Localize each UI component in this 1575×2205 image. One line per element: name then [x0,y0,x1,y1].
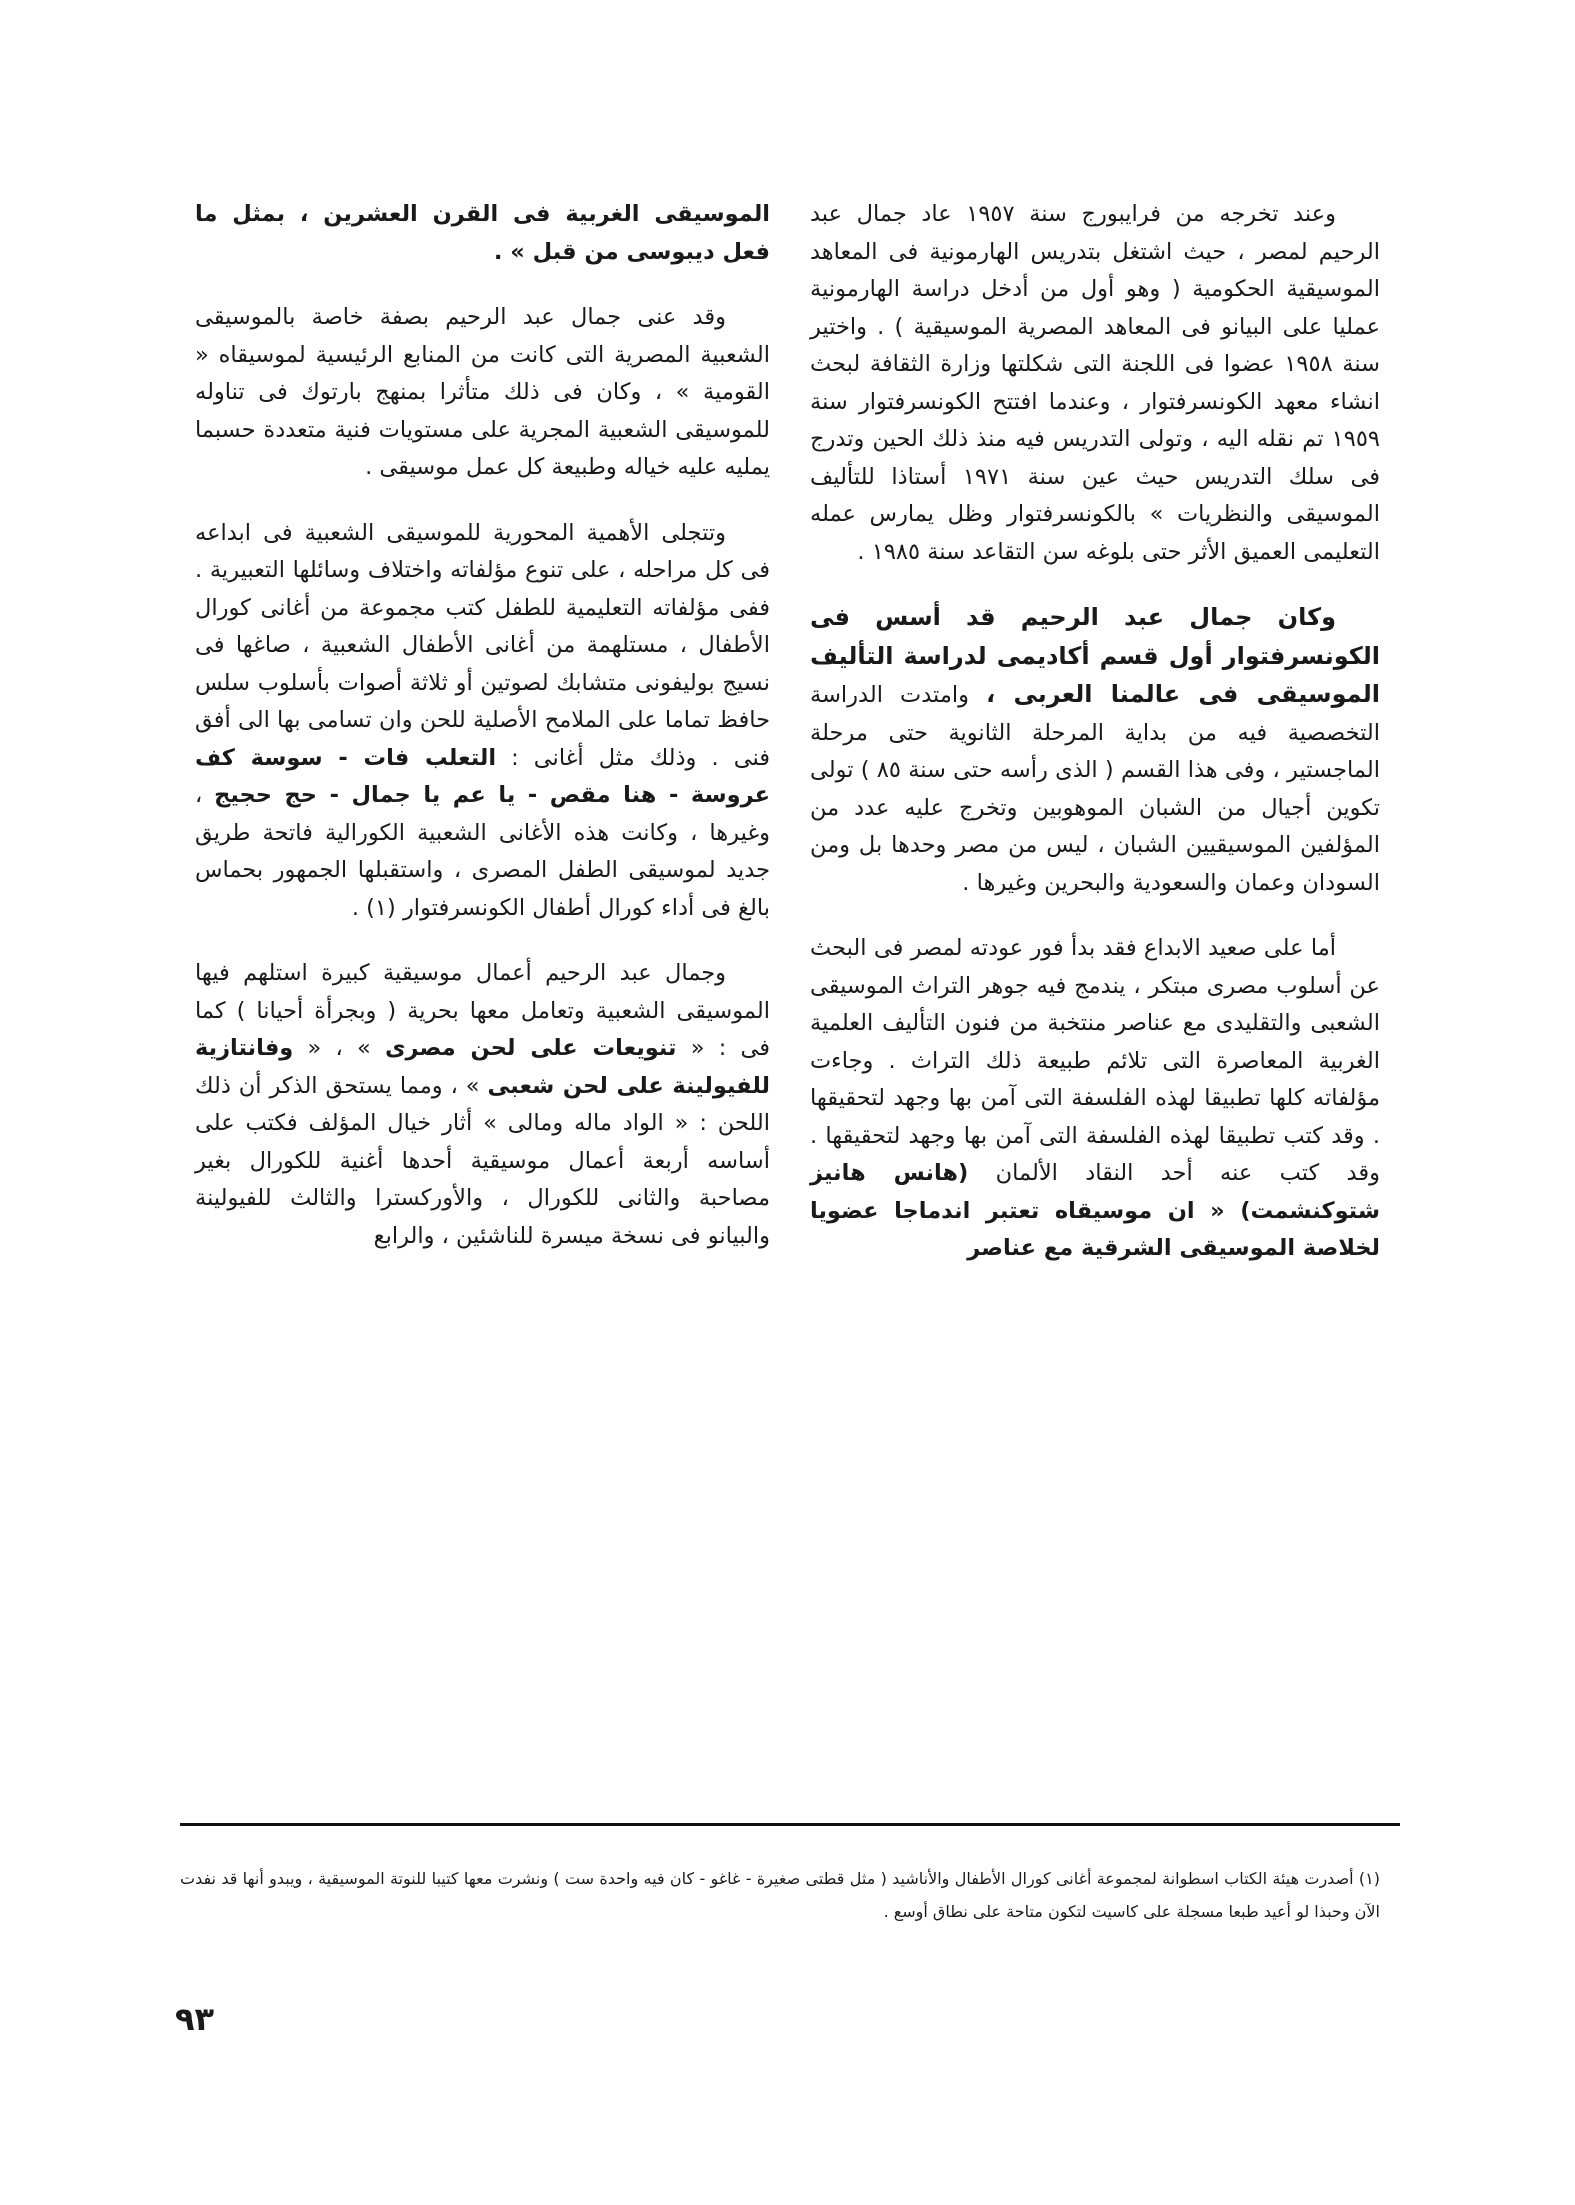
paragraph-composition-department [810,599,1380,902]
paragraph-text: وجمال عبد الرحيم أعمال موسيقية كبيرة استلهم فيها الموسيقى الشعبية وتعامل معها بحرية ( وبجرأة أحيانا ) كما فى : « [195,960,771,1061]
paragraph-continuation [195,196,770,271]
left-column [195,196,770,1255]
work-title-bold: وفانتازية للفيولينة على لحن شعبى [195,1035,770,1099]
footnote: (١) أصدرت هيئة الكتاب اسطوانة لمجموعة أغانى كورال الأطفال والأناشيد ( مثل قطتى صغيرة - غاغو - كان فيه واحدة ست ) ونشرت معها كتيبا للنوتة الموسيقية ، ويبدو أنها قد نفدت الآن وحبذا لو أعيد طبعا مسجلة على كاسيت لتكون متاحة على نطاق أوسع . [180,1869,1380,1921]
paragraph-lead-bold: وكان جمال عبد الرحيم قد أسس فى الكونسرفتوار أول قسم أكاديمى لدراسة التأليف الموسيقى فى عالمنا العربى ، [810,603,1380,708]
right-column [810,196,1380,1268]
work-title-bold: تنويعات على لحن مصرى [384,1035,677,1061]
paragraph-text: ، وغيرها ، وكانت هذه الأغانى الشعبية الكورالية فاتحة طريق جديد لموسيقى الطفل المصرى ، واستقبلها الجمهور بحماس بالغ فى أداء كورال أطفال الكونسرفتوار (١) . [195,782,770,921]
paragraph-text: وتتجلى الأهمية المحورية للموسيقى الشعبية فى ابداعه فى كل مراحله ، على تنوع مؤلفاته واختلاف وسائلها التعبيرية . ففى مؤلفاته التعليمية للطفل كتب مجموعة من أغانى كورال الأطفال ، مستلهمة من أغانى الأطفال الشعبية ، صاغها فى نسيج بوليفونى متشابك لصوتين أو ثلاثة أصوات بأسلوب سلس حافظ تماما على الملامح الأصلية للحن وان تسامى بها الى أفق فنى . وذلك مثل أغانى : [195,519,770,771]
paragraph-creativity [810,930,1380,1268]
paragraph-graduation: وعند تخرجه من فرايبورج سنة ١٩٥٧ عاد جمال عبد الرحيم لمصر ، حيث اشتغل بتدريس الهارمونية فى المعاهد الموسيقية الحكومية ( وهو أول من أدخل دراسة الهارمونية عمليا على البيانو فى المعاهد المصرية الموسيقية ) . واختير سنة ١٩٥٨ عضوا فى اللجنة التى شكلتها وزارة الثقافة لبحث انشاء معهد الكونسرفتوار ، وعندما افتتح الكونسرفتوار سنة ١٩٥٩ تم نقله اليه ، وتولى التدريس فيه منذ ذلك الحين وتدرج فى سلك التدريس حيث عين سنة ١٩٧١ أستاذا للتأليف الموسيقى والنظريات » بالكونسرفتوار وظل يمارس عمله التعليمى العميق الأثر حتى بلوغه سن التقاعد سنة ١٩٨٥ . [810,201,1380,565]
song-titles-bold: التعلب فات - سوسة كف عروسة - هنا مقص - يا عم يا جمال - حج حجيج [195,744,770,808]
paragraph-text: » ، ومما يستحق الذكر أن ذلك اللحن : « الواد ماله ومالى » أثار خيال المؤلف فكتب على أساسه أربعة أعمال موسيقية أحدها أغنية للكورال بغير مصاحبة والثانى للكورال ، والأوركسترا والثالث للفيولينة والبيانو فى نسخة ميسرة للناشئين ، والرابع [195,1072,770,1249]
page-number: ٩٣ [175,2000,215,2038]
paragraph-children-songs [195,515,770,928]
paragraph-text: » ، « [293,1035,385,1061]
quote-continuation-bold: الموسيقى الغربية فى القرن العشرين ، بمثل ما فعل ديبوسى من قبل » . [195,201,770,265]
footnote-divider [180,1823,1400,1826]
paragraph-large-works [195,955,770,1255]
paragraph-text: وامتدت الدراسة التخصصية فيه من بداية المرحلة الثانوية حتى مرحلة الماجستير ، وفى هذا القسم ( الذى رأسه حتى سنة ٨٥ ) تولى تكوين أجيال من الشبان الموهوبين وتخرج عليه عدد من المؤلفين الموسيقيين الشبان ، ليس من مصر وحدها بل ومن السودان وعمان والسعودية والبحرين وغيرها . [810,682,1381,896]
paragraph-text: أما على صعيد الابداع فقد بدأ فور عودته لمصر فى البحث عن أسلوب مصرى مبتكر ، يندمج فيه جوهر التراث الموسيقى الشعبى والتقليدى مع عناصر منتخبة من فنون التأليف العلمية الغربية المعاصرة التى تلائم طبيعة ذلك التراث . وجاءت مؤلفاته كلها تطبيقا لهذه الفلسفة التى آمن بها وجهد لتحقيقها . وقد كتب تطبيقا لهذه الفلسفة التى آمن بها وجهد لتحقيقها . وقد كتب عنه أحد النقاد الألمان [810,935,1380,1186]
critic-quote-bold: (هانس هانيز شتوكنشمت) « ان موسيقاه تعتبر اندماجا عضويا لخلاصة الموسيقى الشرقية مع عناصر [810,1160,1380,1261]
paragraph-folk-music: وقد عنى جمال عبد الرحيم بصفة خاصة بالموسيقى الشعبية المصرية التى كانت من المنابع الرئيسية لموسيقاه « القومية » ، وكان فى ذلك متأثرا بمنهج بارتوك فى تناوله للموسيقى الشعبية المجرية على مستويات فنية متعددة حسبما يمليه عليه خياله وطبيعة كل عمل موسيقى . [195,304,770,480]
